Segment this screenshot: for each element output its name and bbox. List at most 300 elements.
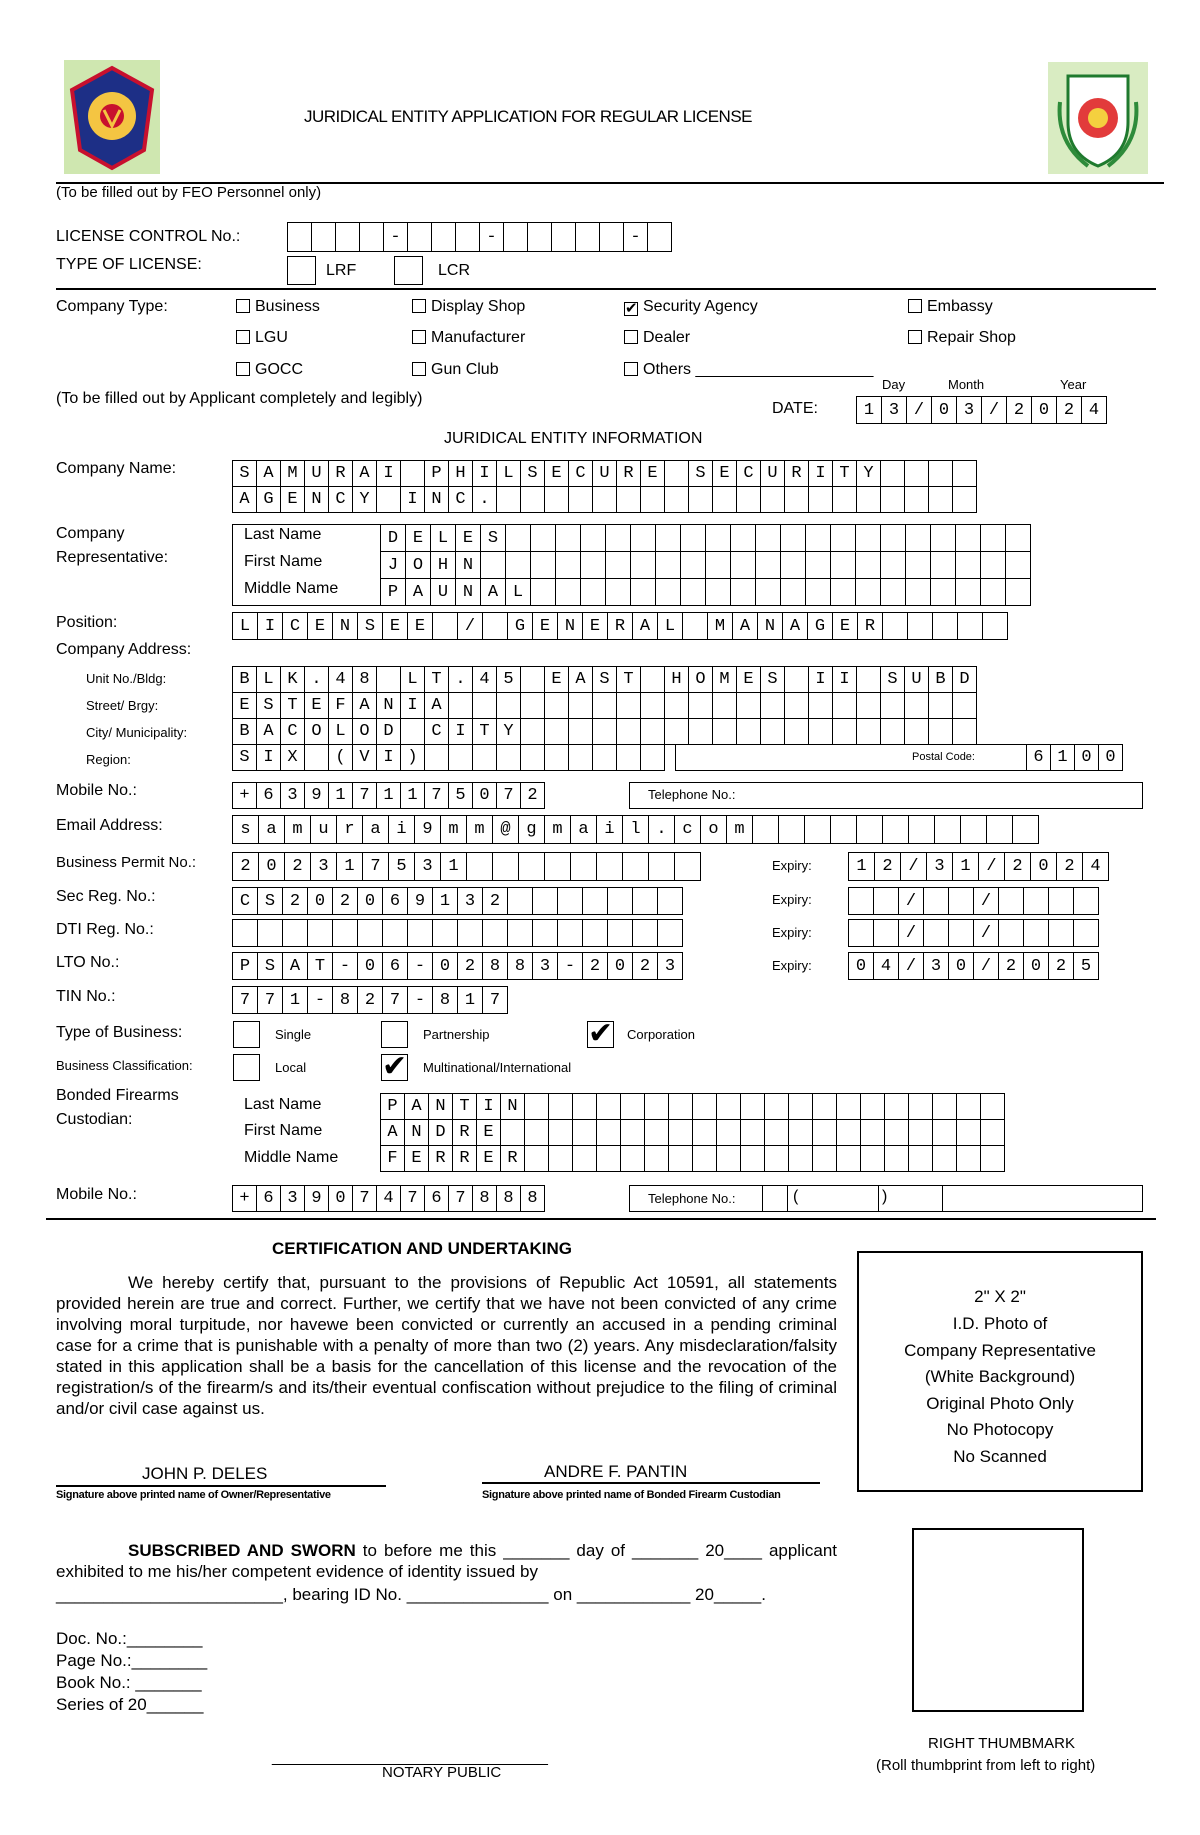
char-cell[interactable]	[960, 815, 987, 844]
char-cell[interactable]: S	[592, 666, 617, 693]
char-cell[interactable]: 0	[357, 887, 383, 915]
char-cell[interactable]	[928, 486, 953, 513]
char-cell[interactable]	[524, 1119, 549, 1146]
char-cell[interactable]	[580, 578, 606, 606]
char-cell[interactable]	[616, 744, 641, 771]
char-cell[interactable]: 2	[457, 952, 483, 980]
char-cell[interactable]	[860, 1119, 885, 1146]
char-cell[interactable]: R	[452, 1145, 477, 1172]
char-cell[interactable]: F	[380, 1145, 405, 1172]
char-cell[interactable]	[736, 718, 761, 745]
char-cell[interactable]	[982, 612, 1008, 640]
char-cell[interactable]	[880, 486, 905, 513]
char-cell[interactable]: O	[304, 718, 329, 745]
char-cell[interactable]: -	[407, 952, 433, 980]
char-cell[interactable]: A	[404, 1093, 429, 1120]
char-cell[interactable]: L	[256, 666, 281, 693]
char-cell[interactable]: I	[808, 666, 833, 693]
char-cell[interactable]: 9	[407, 887, 433, 915]
char-cell[interactable]	[784, 718, 809, 745]
char-cell[interactable]	[482, 919, 508, 947]
char-cell[interactable]: .	[648, 815, 675, 844]
char-cell[interactable]	[730, 551, 756, 579]
char-cell[interactable]: X	[280, 744, 305, 771]
char-cell[interactable]	[532, 919, 558, 947]
char-cell[interactable]	[572, 1093, 597, 1120]
char-cell[interactable]	[712, 486, 737, 513]
char-cell[interactable]: 8	[507, 952, 533, 980]
company-name-line1[interactable]	[232, 460, 977, 487]
char-cell[interactable]: 2	[582, 952, 608, 980]
char-cell[interactable]: 8	[432, 986, 458, 1014]
char-cell[interactable]	[357, 919, 383, 947]
char-cell[interactable]	[932, 1093, 957, 1120]
char-cell[interactable]: M	[280, 460, 305, 487]
char-cell[interactable]: m	[284, 815, 311, 844]
char-cell[interactable]: 3	[414, 852, 441, 881]
char-cell[interactable]: 1	[440, 852, 467, 881]
char-cell[interactable]	[836, 1093, 861, 1120]
char-cell[interactable]: E	[712, 460, 737, 487]
char-cell[interactable]	[530, 524, 556, 552]
char-cell[interactable]: S	[257, 952, 283, 980]
char-cell[interactable]	[607, 919, 633, 947]
char-cell[interactable]	[952, 460, 977, 487]
char-cell[interactable]: 2	[1004, 852, 1031, 881]
sec-expiry-value[interactable]	[848, 887, 1099, 915]
char-cell[interactable]	[520, 692, 545, 719]
char-cell[interactable]	[1048, 887, 1074, 915]
char-cell[interactable]: 1	[328, 782, 353, 809]
char-cell[interactable]: 0	[1023, 952, 1049, 980]
char-cell[interactable]	[904, 692, 929, 719]
lcr-checkbox[interactable]	[394, 256, 423, 285]
char-cell[interactable]	[448, 744, 473, 771]
char-cell[interactable]: E	[404, 1145, 429, 1172]
char-cell[interactable]	[640, 744, 665, 771]
char-cell[interactable]	[664, 692, 689, 719]
char-cell[interactable]: F	[328, 692, 353, 719]
char-cell[interactable]: 3	[657, 952, 683, 980]
char-cell[interactable]	[932, 1119, 957, 1146]
city-value[interactable]	[232, 718, 977, 745]
char-cell[interactable]: C	[424, 718, 449, 745]
char-cell[interactable]	[764, 1093, 789, 1120]
char-cell[interactable]: i	[388, 815, 415, 844]
char-cell[interactable]: 0	[848, 952, 874, 980]
char-cell[interactable]	[980, 524, 1006, 552]
char-cell[interactable]: 0	[1098, 744, 1123, 771]
char-cell[interactable]	[644, 1145, 669, 1172]
char-cell[interactable]: m	[466, 815, 493, 844]
char-cell[interactable]: 7	[352, 1185, 377, 1212]
bp-expiry-value[interactable]	[848, 852, 1109, 881]
char-cell[interactable]: 2	[1056, 852, 1083, 881]
char-cell[interactable]	[505, 551, 531, 579]
book-no[interactable]: Book No.: _______	[56, 1673, 202, 1692]
char-cell[interactable]	[507, 919, 533, 947]
char-cell[interactable]	[736, 486, 761, 513]
partnership-checkbox[interactable]	[381, 1021, 408, 1048]
char-cell[interactable]	[980, 551, 1006, 579]
char-cell[interactable]: T	[424, 666, 449, 693]
company-type-manufacturer[interactable]: Manufacturer	[412, 329, 525, 347]
char-cell[interactable]	[880, 524, 906, 552]
char-cell[interactable]	[1005, 551, 1031, 579]
char-cell[interactable]: G	[256, 486, 281, 513]
char-cell[interactable]: L	[505, 578, 531, 606]
char-cell[interactable]: T	[307, 952, 333, 980]
char-cell[interactable]	[544, 718, 569, 745]
char-cell[interactable]: R	[616, 460, 641, 487]
char-cell[interactable]: T	[280, 692, 305, 719]
cust-last-name[interactable]	[380, 1093, 1005, 1120]
char-cell[interactable]	[812, 1119, 837, 1146]
char-cell[interactable]: 2	[332, 887, 358, 915]
char-cell[interactable]	[424, 744, 449, 771]
char-cell[interactable]	[1005, 524, 1031, 552]
checkmark-icon[interactable]: ✔	[625, 300, 638, 317]
char-cell[interactable]: 0	[472, 782, 497, 809]
char-cell[interactable]: /	[898, 919, 924, 947]
char-cell[interactable]: +	[232, 1185, 257, 1212]
lto-expiry-value[interactable]	[848, 952, 1099, 980]
char-cell[interactable]	[755, 524, 781, 552]
rep-middle-name[interactable]	[380, 578, 1031, 606]
char-cell[interactable]: 2	[284, 852, 311, 881]
char-cell[interactable]	[616, 692, 641, 719]
char-cell[interactable]	[752, 815, 779, 844]
char-cell[interactable]	[836, 1119, 861, 1146]
char-cell[interactable]: B	[232, 666, 257, 693]
char-cell[interactable]: S	[520, 460, 545, 487]
char-cell[interactable]	[832, 692, 857, 719]
company-type-security-agency[interactable]: ✔ Security Agency	[625, 298, 758, 317]
char-cell[interactable]	[622, 852, 649, 881]
char-cell[interactable]	[400, 460, 425, 487]
char-cell[interactable]	[492, 852, 519, 881]
char-cell[interactable]	[928, 460, 953, 487]
char-cell[interactable]	[568, 744, 593, 771]
char-cell[interactable]: 5	[496, 666, 521, 693]
company-type-embassy[interactable]: Embassy	[908, 298, 993, 316]
char-cell[interactable]: N	[428, 1093, 453, 1120]
char-cell[interactable]: I	[832, 666, 857, 693]
char-cell[interactable]: .	[472, 486, 497, 513]
char-cell[interactable]	[956, 1145, 981, 1172]
char-cell[interactable]	[332, 919, 358, 947]
corporation-checkbox[interactable]: ✔	[588, 1016, 614, 1051]
char-cell[interactable]	[740, 1145, 765, 1172]
char-cell[interactable]	[880, 460, 905, 487]
char-cell[interactable]: E	[405, 524, 431, 552]
char-cell[interactable]	[755, 578, 781, 606]
char-cell[interactable]	[640, 666, 665, 693]
date-char-cell[interactable]: 0	[1031, 396, 1057, 424]
char-cell[interactable]	[548, 1145, 573, 1172]
char-cell[interactable]: I	[808, 460, 833, 487]
char-cell[interactable]	[620, 1093, 645, 1120]
char-cell[interactable]	[908, 1119, 933, 1146]
char-cell[interactable]	[596, 1093, 621, 1120]
local-checkbox[interactable]	[233, 1054, 260, 1081]
char-cell[interactable]	[1073, 887, 1099, 915]
char-cell[interactable]: A	[352, 692, 377, 719]
char-cell[interactable]	[548, 1093, 573, 1120]
char-cell[interactable]: U	[304, 460, 329, 487]
char-cell[interactable]: 2	[232, 852, 259, 881]
char-cell[interactable]: (	[328, 744, 353, 771]
char-cell[interactable]	[880, 718, 905, 745]
lto-value[interactable]	[232, 952, 683, 980]
char-cell[interactable]: V	[352, 744, 377, 771]
char-cell[interactable]: 7	[496, 782, 521, 809]
char-cell[interactable]	[257, 919, 283, 947]
char-cell[interactable]: M	[707, 612, 733, 640]
checkbox-icon[interactable]	[624, 330, 638, 344]
char-cell[interactable]: 6	[382, 887, 408, 915]
char-cell[interactable]: 2	[520, 782, 545, 809]
char-cell[interactable]	[668, 1093, 693, 1120]
char-cell[interactable]	[923, 887, 949, 915]
company-name-line2[interactable]	[232, 486, 977, 513]
char-cell[interactable]	[952, 718, 977, 745]
char-cell[interactable]: N	[455, 578, 481, 606]
char-cell[interactable]: A	[632, 612, 658, 640]
char-cell[interactable]	[592, 486, 617, 513]
char-cell[interactable]: a	[570, 815, 597, 844]
series-no[interactable]: Series of 20______	[56, 1695, 204, 1714]
checkbox-icon[interactable]	[412, 362, 426, 376]
date-char-cell[interactable]: 3	[881, 396, 907, 424]
char-cell[interactable]: E	[640, 460, 665, 487]
char-cell[interactable]: 0	[357, 952, 383, 980]
char-cell[interactable]	[530, 551, 556, 579]
char-cell[interactable]	[736, 692, 761, 719]
char-cell[interactable]	[730, 578, 756, 606]
char-cell[interactable]	[472, 692, 497, 719]
char-cell[interactable]: 0	[1030, 852, 1057, 881]
char-cell[interactable]	[980, 578, 1006, 606]
char-cell[interactable]: E	[532, 612, 558, 640]
char-cell[interactable]: L	[496, 460, 521, 487]
checkbox-icon[interactable]	[908, 330, 922, 344]
char-cell[interactable]: 8	[352, 666, 377, 693]
company-type-others[interactable]: Others ____________________	[624, 361, 873, 379]
char-cell[interactable]	[664, 718, 689, 745]
char-cell[interactable]: S	[688, 460, 713, 487]
char-cell[interactable]	[630, 551, 656, 579]
char-cell[interactable]: /	[973, 952, 999, 980]
char-cell[interactable]: A	[256, 460, 281, 487]
char-cell[interactable]	[905, 524, 931, 552]
char-cell[interactable]	[873, 919, 899, 947]
char-cell[interactable]: A	[282, 952, 308, 980]
company-type-display-shop[interactable]: Display Shop	[412, 298, 525, 316]
char-cell[interactable]: R	[857, 612, 883, 640]
char-cell[interactable]: 2	[998, 952, 1024, 980]
char-cell[interactable]	[530, 578, 556, 606]
char-cell[interactable]: /	[978, 852, 1005, 881]
char-cell[interactable]	[568, 692, 593, 719]
char-cell[interactable]	[307, 919, 333, 947]
char-cell[interactable]	[856, 815, 883, 844]
char-cell[interactable]	[582, 887, 608, 915]
char-cell[interactable]	[630, 524, 656, 552]
char-cell[interactable]	[555, 551, 581, 579]
char-cell[interactable]: L	[328, 718, 353, 745]
char-cell[interactable]	[680, 524, 706, 552]
char-cell[interactable]: Y	[856, 460, 881, 487]
char-cell[interactable]: N	[424, 486, 449, 513]
char-cell[interactable]: 7	[352, 782, 377, 809]
char-cell[interactable]: E	[832, 612, 858, 640]
char-cell[interactable]: c	[674, 815, 701, 844]
char-cell[interactable]: 4	[873, 952, 899, 980]
char-cell[interactable]: m	[440, 815, 467, 844]
char-cell[interactable]	[952, 692, 977, 719]
char-cell[interactable]: D	[376, 718, 401, 745]
char-cell[interactable]: 5	[1073, 952, 1099, 980]
char-cell[interactable]	[555, 578, 581, 606]
char-cell[interactable]	[688, 718, 713, 745]
char-cell[interactable]	[788, 1145, 813, 1172]
char-cell[interactable]	[1005, 578, 1031, 606]
char-cell[interactable]: G	[507, 612, 533, 640]
char-cell[interactable]	[582, 919, 608, 947]
char-cell[interactable]: N	[404, 1119, 429, 1146]
char-cell[interactable]: S	[232, 744, 257, 771]
company-type-repair-shop[interactable]: Repair Shop	[908, 329, 1016, 347]
char-cell[interactable]: A	[568, 666, 593, 693]
char-cell[interactable]: 9	[414, 815, 441, 844]
char-cell[interactable]	[640, 486, 665, 513]
char-cell[interactable]	[592, 744, 617, 771]
char-cell[interactable]: 2	[482, 887, 508, 915]
char-cell[interactable]: 8	[472, 1185, 497, 1212]
char-cell[interactable]	[760, 718, 785, 745]
region-value[interactable]	[232, 744, 665, 771]
char-cell[interactable]	[832, 718, 857, 745]
char-cell[interactable]	[232, 919, 258, 947]
char-cell[interactable]: R	[607, 612, 633, 640]
char-cell[interactable]	[648, 852, 675, 881]
char-cell[interactable]	[923, 919, 949, 947]
char-cell[interactable]	[282, 919, 308, 947]
char-cell[interactable]	[830, 815, 857, 844]
char-cell[interactable]	[873, 887, 899, 915]
char-cell[interactable]: A	[782, 612, 808, 640]
char-cell[interactable]	[592, 718, 617, 745]
char-cell[interactable]: E	[582, 612, 608, 640]
char-cell[interactable]	[520, 718, 545, 745]
char-cell[interactable]	[496, 692, 521, 719]
char-cell[interactable]: C	[736, 460, 761, 487]
char-cell[interactable]: /	[973, 919, 999, 947]
char-cell[interactable]	[664, 486, 689, 513]
char-cell[interactable]	[908, 815, 935, 844]
char-cell[interactable]: A	[256, 718, 281, 745]
char-cell[interactable]	[555, 524, 581, 552]
char-cell[interactable]: J	[380, 551, 406, 579]
char-cell[interactable]	[930, 524, 956, 552]
char-cell[interactable]: U	[760, 460, 785, 487]
char-cell[interactable]	[884, 1145, 909, 1172]
char-cell[interactable]: /	[900, 852, 927, 881]
char-cell[interactable]	[500, 1119, 525, 1146]
company-type-lgu[interactable]: LGU	[236, 329, 288, 347]
char-cell[interactable]: 3	[923, 952, 949, 980]
tin-value[interactable]	[232, 986, 508, 1014]
unit-value[interactable]	[232, 666, 977, 693]
char-cell[interactable]	[570, 852, 597, 881]
char-cell[interactable]	[692, 1145, 717, 1172]
char-cell[interactable]	[688, 692, 713, 719]
char-cell[interactable]	[955, 524, 981, 552]
char-cell[interactable]	[657, 919, 683, 947]
char-cell[interactable]	[605, 524, 631, 552]
char-cell[interactable]	[882, 815, 909, 844]
char-cell[interactable]: R	[500, 1145, 525, 1172]
char-cell[interactable]	[932, 1145, 957, 1172]
char-cell[interactable]	[830, 524, 856, 552]
char-cell[interactable]	[904, 486, 929, 513]
char-cell[interactable]	[808, 718, 833, 745]
char-cell[interactable]: s	[232, 815, 259, 844]
char-cell[interactable]: E	[476, 1119, 501, 1146]
char-cell[interactable]	[705, 524, 731, 552]
char-cell[interactable]: N	[557, 612, 583, 640]
char-cell[interactable]	[520, 486, 545, 513]
char-cell[interactable]: 3	[280, 1185, 305, 1212]
char-cell[interactable]: 6	[256, 782, 281, 809]
char-cell[interactable]	[904, 718, 929, 745]
date-char-cell[interactable]: /	[906, 396, 932, 424]
char-cell[interactable]: P	[380, 578, 406, 606]
char-cell[interactable]	[856, 486, 881, 513]
char-cell[interactable]: 6	[256, 1185, 281, 1212]
char-cell[interactable]: l	[622, 815, 649, 844]
company-type-gocc[interactable]: GOCC	[236, 361, 303, 379]
char-cell[interactable]: 5	[448, 782, 473, 809]
char-cell[interactable]	[908, 1093, 933, 1120]
char-cell[interactable]	[716, 1145, 741, 1172]
char-cell[interactable]: R	[328, 460, 353, 487]
char-cell[interactable]	[692, 1093, 717, 1120]
char-cell[interactable]: A	[380, 1119, 405, 1146]
char-cell[interactable]: 6	[382, 952, 408, 980]
char-cell[interactable]	[740, 1093, 765, 1120]
char-cell[interactable]	[655, 578, 681, 606]
char-cell[interactable]: 1	[952, 852, 979, 881]
char-cell[interactable]: D	[380, 524, 406, 552]
char-cell[interactable]: L	[657, 612, 683, 640]
char-cell[interactable]	[655, 551, 681, 579]
checkbox-icon[interactable]	[624, 362, 638, 376]
char-cell[interactable]: A	[424, 692, 449, 719]
char-cell[interactable]: E	[304, 692, 329, 719]
char-cell[interactable]: N	[376, 692, 401, 719]
char-cell[interactable]	[856, 718, 881, 745]
char-cell[interactable]: H	[448, 460, 473, 487]
char-cell[interactable]	[668, 1119, 693, 1146]
char-cell[interactable]	[780, 551, 806, 579]
char-cell[interactable]	[928, 692, 953, 719]
char-cell[interactable]: a	[258, 815, 285, 844]
char-cell[interactable]: S	[357, 612, 383, 640]
char-cell[interactable]: 3	[310, 852, 337, 881]
char-cell[interactable]: C	[568, 460, 593, 487]
